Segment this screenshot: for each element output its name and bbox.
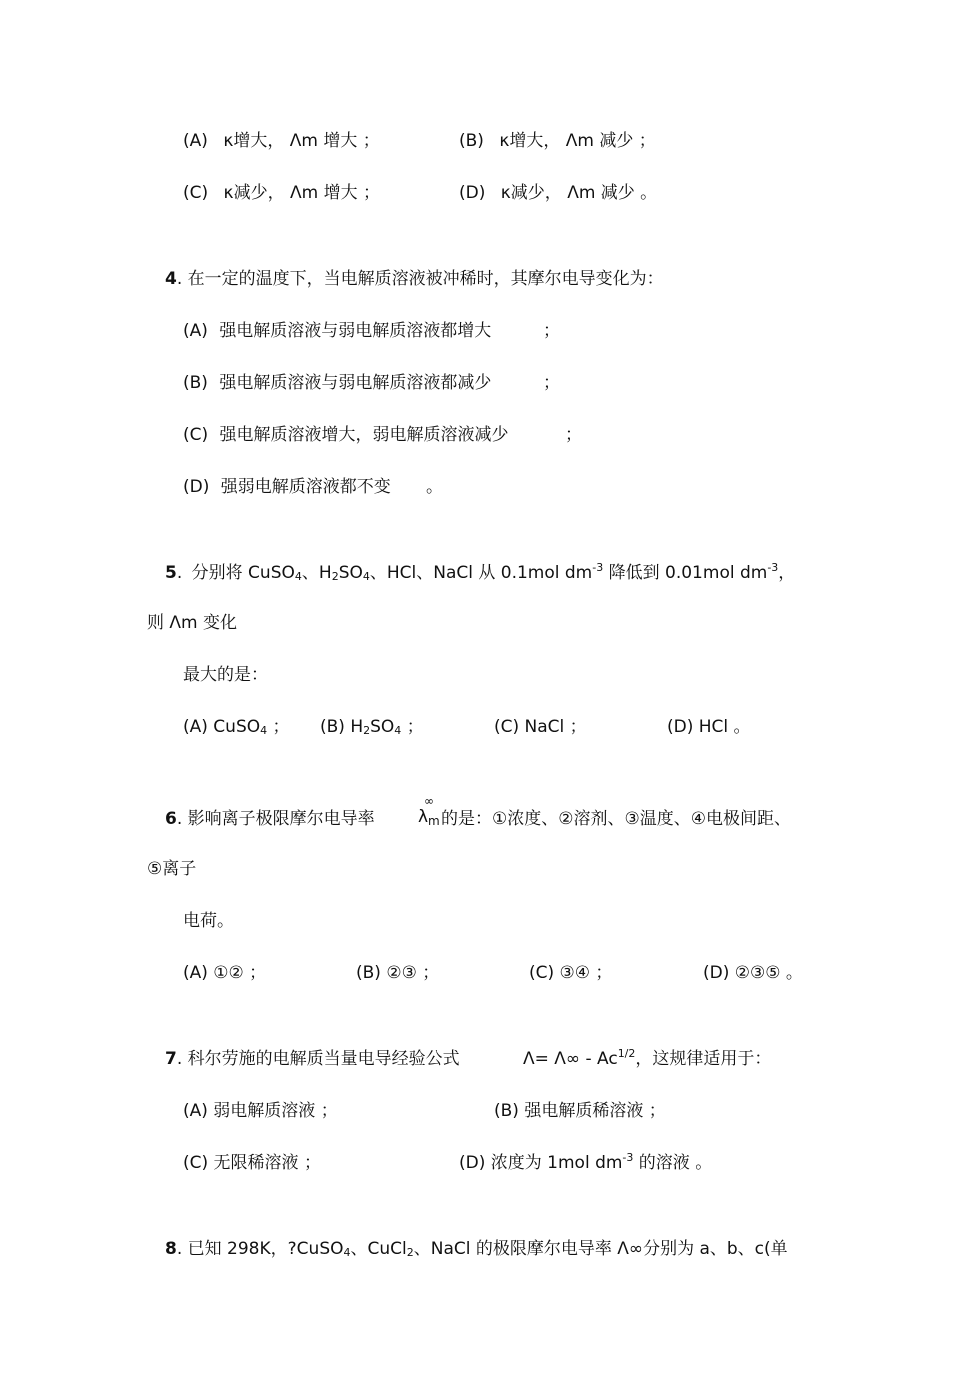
q7-formula [523, 1048, 771, 1070]
question-text: 、H [301, 563, 332, 583]
question-text: 、NaCl 的极限摩尔电导率 Λ∞分别为 a、b、c(单 [413, 1239, 788, 1259]
q5-option-a [183, 716, 290, 738]
subscript: 2 [331, 570, 339, 583]
q6-option-c: (C) ③④ ； [529, 963, 613, 983]
question-text: . 影响离子极限摩尔电导率 [176, 809, 375, 829]
subscript: 4 [362, 570, 370, 583]
q6-stem [165, 808, 375, 830]
q5-option-b [320, 716, 424, 738]
subscript: 4 [260, 724, 268, 737]
question-number: 6 [165, 809, 177, 829]
question-text: 、CuCl [350, 1239, 407, 1259]
q4-option-b-semicolon: ； [543, 373, 560, 393]
option-text: κ增大， Λm 增大 ； [223, 131, 380, 151]
q6-stem-continued: ⑤离子 [147, 859, 197, 879]
superscript: 1/2 [617, 1047, 636, 1060]
q4-option-a [183, 320, 491, 342]
question-text: . 科尔劳施的电解质当量电导经验公式 [176, 1049, 460, 1069]
question-text: 、HCl、NaCl 从 0.1mol dm [369, 563, 593, 583]
q5-stem-continued: 则 Λm 变化 [147, 613, 237, 633]
question-text: 分别将 CuSO [191, 563, 295, 583]
q7-option-c: (C) 无限稀溶液 ； [183, 1153, 321, 1173]
q5-stem-continued-2: 最大的是： [183, 665, 268, 685]
option-text: κ增大， Λm 减少 ； [499, 131, 656, 151]
question-number: 5 [165, 563, 177, 583]
question-number: 7 [165, 1049, 177, 1069]
option-text: 强电解质溶液增大，弱电解质溶液减少 [219, 425, 509, 445]
option-label: (C) [183, 183, 209, 203]
question-number: 4 [165, 269, 177, 289]
q8-stem [165, 1238, 788, 1260]
question-text: SO [338, 563, 363, 583]
question-dot: . [176, 563, 183, 583]
q5-stem [165, 562, 795, 584]
option-label: (A) [183, 321, 208, 341]
option-text: κ减少， Λm 减少 。 [500, 183, 658, 203]
q4-option-d-period: 。 [426, 477, 443, 497]
q4-option-c-semicolon: ； [565, 425, 582, 445]
option-text: (B) H [320, 717, 364, 737]
lambda-m-infinity-symbol [418, 794, 442, 830]
subscript: 2 [406, 1246, 414, 1259]
superscript: -3 [767, 561, 779, 574]
q6-stem-2: 的是：①浓度、②溶剂、③温度、④电极间距、 [441, 809, 791, 829]
option-text: 的溶液 。 [633, 1153, 713, 1173]
question-text: . 已知 298K，?CuSO [176, 1239, 344, 1259]
option-text: κ减少， Λm 增大 ； [223, 183, 380, 203]
m-subscript: m [428, 814, 440, 828]
q7-option-a: (A) 弱电解质溶液 ； [183, 1101, 338, 1121]
option-text: (D) 浓度为 1mol dm [459, 1153, 623, 1173]
subscript: 4 [294, 570, 302, 583]
superscript: -3 [622, 1151, 634, 1164]
q7-stem [165, 1048, 460, 1070]
subscript: 2 [363, 724, 371, 737]
option-label: (D) [183, 477, 210, 497]
subscript: 4 [394, 724, 402, 737]
question-text: ，这规律适用于： [635, 1049, 772, 1069]
q6-option-b: (B) ②③ ； [356, 963, 440, 983]
option-label: (A) [183, 131, 208, 151]
q3-option-a [183, 130, 380, 152]
option-label: (D) [459, 183, 486, 203]
q4-option-b [183, 372, 491, 394]
option-text: SO [370, 717, 395, 737]
q4-option-d [183, 476, 391, 498]
q5-option-c: (C) NaCl ； [494, 717, 587, 737]
question-text: 降低到 0.01mol dm [603, 563, 768, 583]
option-label: (B) [459, 131, 484, 151]
q4-option-c [183, 424, 509, 446]
option-text: 强电解质溶液与弱电解质溶液都减少 [219, 373, 492, 393]
formula-text: Λ= Λ∞ - Ac [523, 1049, 618, 1069]
q3-option-c [183, 182, 380, 204]
infinity-superscript: ∞ [424, 794, 434, 808]
q4-option-a-semicolon: ； [543, 321, 560, 341]
q6-option-a: (A) ①② ； [183, 963, 267, 983]
question-text: ， [778, 563, 796, 583]
option-label: (C) [183, 425, 209, 445]
option-label: (B) [183, 373, 208, 393]
q6-option-d: (D) ②③⑤ 。 [703, 963, 803, 983]
option-text: ； [267, 717, 290, 737]
option-text: 强弱电解质溶液都不变 [220, 477, 391, 497]
q4-stem [165, 268, 664, 290]
q3-option-b [459, 130, 656, 152]
q5-option-d: (D) HCl 。 [667, 717, 751, 737]
question-text: . 在一定的温度下，当电解质溶液被冲稀时，其摩尔电导变化为： [176, 269, 664, 289]
option-text: ； [401, 717, 424, 737]
superscript: -3 [592, 561, 604, 574]
option-text: (A) CuSO [183, 717, 261, 737]
question-number: 8 [165, 1239, 177, 1259]
subscript: 4 [343, 1246, 351, 1259]
q3-option-d [459, 182, 657, 204]
lambda-glyph: λ [418, 807, 429, 827]
q6-stem-continued-2: 电荷。 [183, 911, 234, 931]
q7-option-b: (B) 强电解质稀溶液 ； [494, 1101, 666, 1121]
option-text: 强电解质溶液与弱电解质溶液都增大 [219, 321, 492, 341]
q7-option-d [459, 1152, 712, 1174]
